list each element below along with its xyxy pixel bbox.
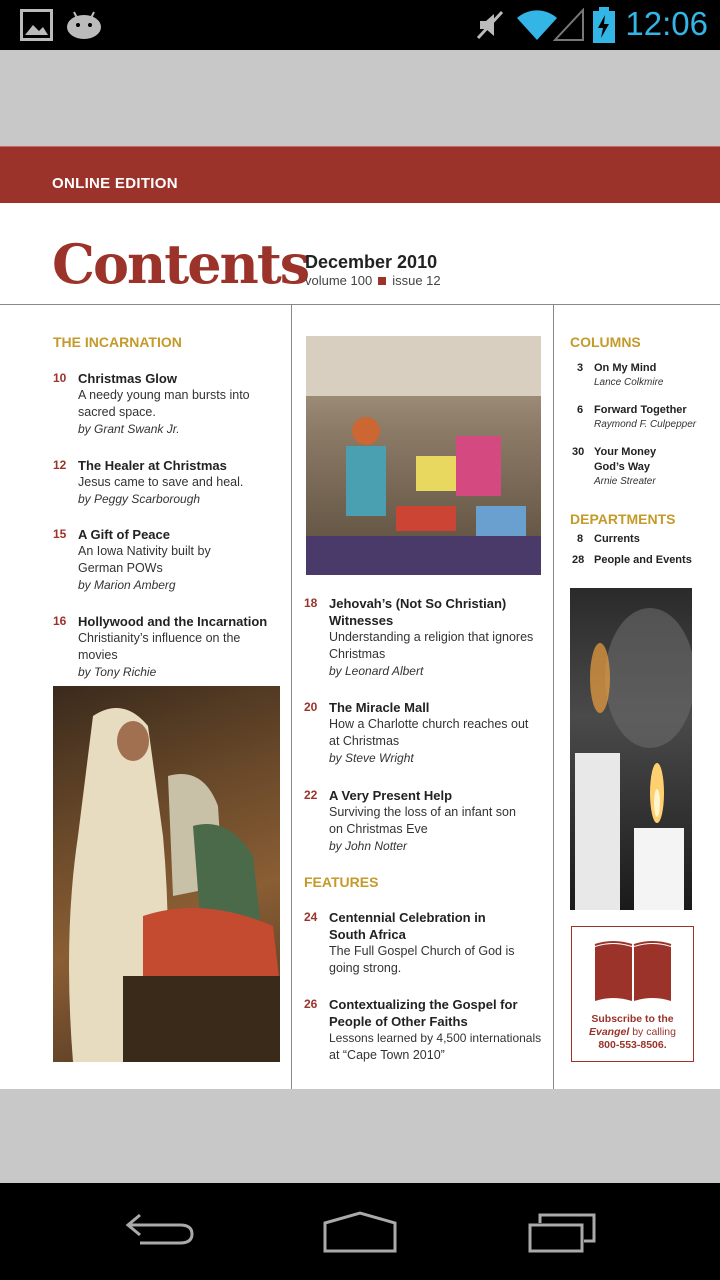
toc-entry[interactable] [304, 699, 544, 767]
page-number: 24 [304, 910, 318, 924]
subscribe-text [572, 1013, 693, 1052]
article-title: Jehovah’s (Not So Christian) [329, 596, 507, 611]
photo-illustration [570, 588, 692, 910]
article-title: The Miracle Mall [329, 700, 430, 715]
column-author: Lance Colkmire [594, 377, 664, 388]
article-description: at “Cape Town 2010” [329, 1048, 445, 1062]
page-number: 26 [304, 997, 318, 1011]
subscribe-line: Subscribe to the [591, 1013, 674, 1025]
page-number: 16 [53, 614, 67, 628]
edition-banner [0, 146, 720, 203]
back-icon[interactable] [110, 1201, 210, 1261]
article-title: Centennial Celebration in [329, 910, 486, 925]
page-number: 18 [304, 596, 318, 610]
toc-entry[interactable] [53, 457, 283, 508]
battery-icon [592, 7, 616, 43]
department-title: People and Events [594, 554, 692, 566]
article-author: by John Notter [329, 839, 408, 853]
gallery-icon [20, 9, 53, 41]
article-description: How a Charlotte church reaches out [329, 717, 529, 731]
photo-christmas-gifts [306, 336, 541, 575]
subscribe-line-rest: by calling [629, 1026, 676, 1038]
navigation-bar [0, 1183, 720, 1280]
article-description: German POWs [78, 561, 163, 575]
column-title: God’s Way [594, 461, 651, 473]
article-title: Hollywood and the Incarnation [78, 614, 268, 629]
toc-entry[interactable] [571, 361, 711, 390]
article-description: An Iowa Nativity built by [78, 544, 211, 558]
column-author: Raymond F. Culpepper [594, 419, 697, 430]
android-icon [66, 10, 102, 40]
article-description: going strong. [329, 961, 402, 975]
article-author: by Leonard Albert [329, 664, 424, 678]
article-description: Understanding a religion that ignores [329, 630, 534, 644]
separator-square [378, 277, 386, 285]
department-title: Currents [594, 533, 640, 545]
page-number: 15 [53, 527, 67, 541]
article-description: on Christmas Eve [329, 822, 428, 836]
article-title: People of Other Faiths [329, 1014, 468, 1029]
magazine-page[interactable] [0, 146, 720, 1089]
article-author: by Tony Richie [78, 665, 157, 679]
article-title: The Healer at Christmas [78, 458, 227, 473]
volume-label: volume 100 [305, 273, 373, 288]
page-number: 8 [577, 533, 584, 545]
page-number: 3 [577, 362, 584, 374]
article-description: Lessons learned by 4,500 internationals [329, 1031, 542, 1045]
mute-icon [476, 10, 504, 40]
toc-entry[interactable] [304, 909, 544, 977]
article-title: South Africa [329, 927, 406, 942]
article-author: by Grant Swank Jr. [78, 422, 180, 436]
article-description: Christmas [329, 647, 386, 661]
article-title: Christmas Glow [78, 371, 177, 386]
photo-candles [570, 588, 692, 910]
painting-jesus-healing [53, 686, 280, 1062]
toc-entry[interactable] [571, 403, 711, 432]
section-heading-columns: COLUMNS [570, 334, 641, 350]
toc-entry[interactable] [571, 532, 711, 547]
toc-entry[interactable] [304, 787, 544, 855]
article-title: Witnesses [329, 613, 394, 628]
article-description: Jesus came to save and heal. [78, 475, 244, 489]
column-divider [553, 305, 554, 1089]
page-number: 20 [304, 700, 318, 714]
toc-entry[interactable] [571, 553, 711, 568]
article-author: by Peggy Scarborough [78, 492, 201, 506]
page-number: 10 [53, 371, 67, 385]
toc-entry[interactable] [304, 595, 544, 680]
article-title: A Very Present Help [329, 788, 453, 803]
column-title: Forward Together [594, 404, 687, 416]
section-heading-incarnation: THE INCARNATION [53, 334, 182, 350]
edition-label: ONLINE EDITION [52, 175, 178, 192]
subscribe-phone: 800-553-8506. [598, 1039, 667, 1051]
photo-illustration [306, 336, 541, 575]
column-author: Arnie Streater [594, 476, 656, 487]
article-title: A Gift of Peace [78, 527, 170, 542]
article-description: sacred space. [78, 405, 156, 419]
signal-icon [553, 8, 585, 42]
painting-illustration [53, 686, 280, 1062]
subscribe-box[interactable] [571, 926, 694, 1062]
status-bar [0, 0, 720, 50]
subscribe-line [572, 1026, 693, 1039]
issue-meta [305, 273, 441, 288]
article-description: at Christmas [329, 734, 400, 748]
clock: 12:06 [625, 5, 708, 42]
page-number: 30 [572, 446, 585, 458]
section-heading-departments: DEPARTMENTS [570, 511, 676, 527]
article-author: by Steve Wright [329, 751, 414, 765]
page-number: 6 [577, 404, 584, 416]
toc-entry[interactable] [571, 445, 711, 489]
page-title: Contents [52, 232, 309, 296]
issue-label: issue 12 [392, 273, 441, 288]
toc-entry[interactable] [304, 996, 552, 1064]
toc-entry[interactable] [53, 370, 283, 438]
article-title: Contextualizing the Gospel for [329, 997, 518, 1012]
page-number: 28 [572, 554, 585, 566]
recent-apps-icon[interactable] [512, 1201, 612, 1261]
page-number: 12 [53, 458, 67, 472]
article-author: by Marion Amberg [78, 578, 176, 592]
book-icon [593, 939, 673, 1005]
magazine-name: Evangel [589, 1026, 630, 1038]
article-description: A needy young man bursts into [78, 388, 250, 402]
issue-date: December 2010 [305, 252, 438, 272]
column-divider [291, 305, 292, 1089]
page-number: 22 [304, 788, 318, 802]
section-heading-features: FEATURES [304, 874, 379, 890]
column-title: On My Mind [594, 362, 657, 374]
toc-entry[interactable] [53, 613, 283, 681]
toc-entry[interactable] [53, 526, 283, 594]
home-icon[interactable] [310, 1201, 410, 1261]
article-description: The Full Gospel Church of God is [329, 944, 515, 958]
column-title: Your Money [594, 446, 657, 458]
article-description: Surviving the loss of an infant son [329, 805, 516, 819]
article-description: Christianity’s influence on the movies [78, 631, 241, 662]
header-divider [0, 304, 720, 305]
